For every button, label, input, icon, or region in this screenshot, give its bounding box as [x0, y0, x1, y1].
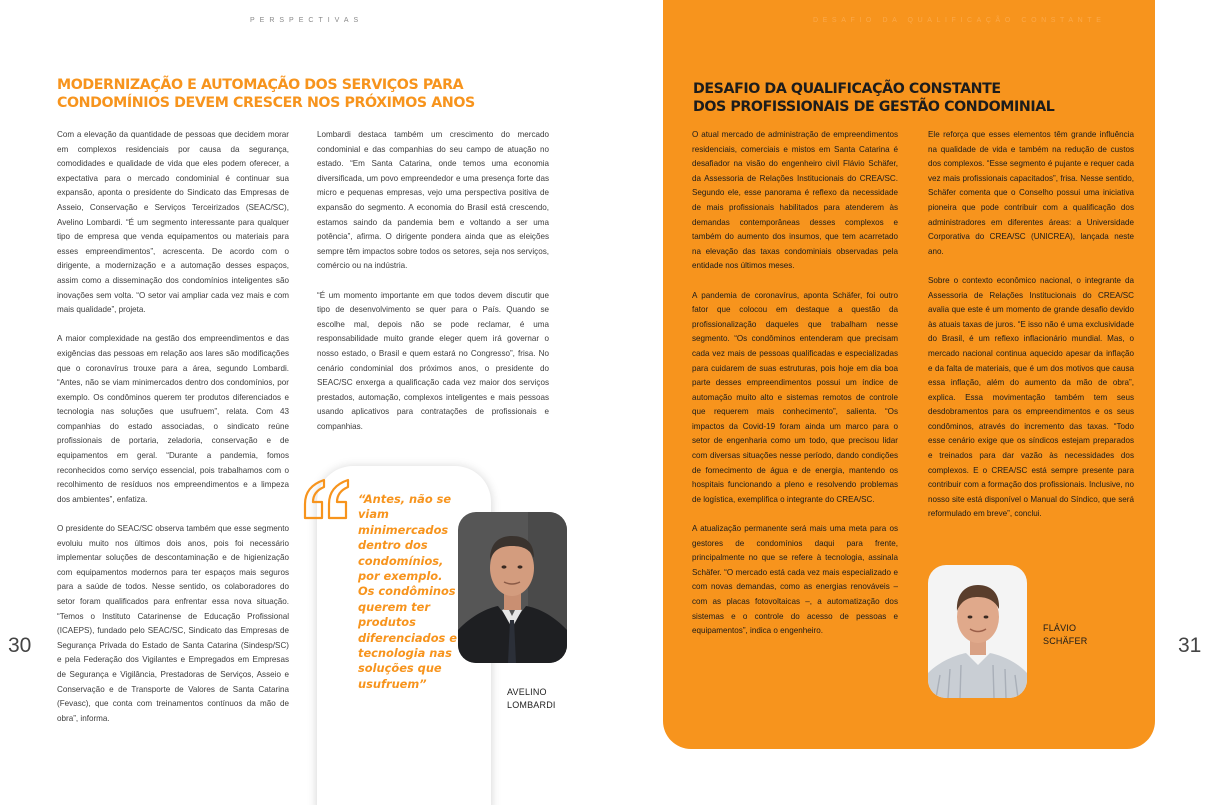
- running-head-left: PERSPECTIVAS: [250, 17, 364, 24]
- photo-caption-lombardi: [507, 686, 556, 712]
- article-title-left: [57, 76, 477, 112]
- paragraph: O atual mercado de administração de empreendimentos residenciais, comerciais e mistos em Santa Catarina é desafiador na visão do engenheiro civil Flávio Schäfer, da Assessoria de Relações Institucionais do CREA/SC. Segundo ele, esse panorama é reflexo da necessidade de mais profissionais habilitados para atenderem às demandas contemporâneas desses complexos e também do aumento dos insumos, que tem acarretado na elevação das taxas condominiais observadas pela entidade nos últimos meses.: [692, 130, 898, 271]
- caption-first-name: FLÁVIO: [1043, 623, 1077, 633]
- paragraph: Ele reforça que esses elementos têm grande influência na qualidade de vida e também na redução de custos dos complexos. “Esse segmento é pujante e requer cada vez mais profissionais capacitados”, frisa. Nesse sentido, Schäfer comenta que o Conselho possui uma iniciativa pioneira que pode contribuir com a qualificação dos administradores em diferentes áreas: a Universidade Corporativa do CREA/SC (UNICREA), lançada neste ano.: [928, 130, 1134, 256]
- pull-quote: “Antes, não se viam minimercados dentro dos condomínios, por exemplo. Os condôminos querem ter produtos diferenciados e tecnologia nas soluções que usufruem”: [358, 492, 457, 691]
- avelino-lombardi-photo: [458, 512, 567, 663]
- paragraph: Lombardi destaca também um crescimento do mercado condominial e das companhias do seu campo de atuação no estado. “Em Santa Catarina, onde temos uma economia diversificada, um povo empreendedor e uma presença forte das micro e pequenas empresas, vejo uma perspectiva positiva de expansão do segmento. A economia do Brasil está crescendo, estamos saindo da pandemia bem e voltando a ser uma potência”, afirma. O dirigente pondera ainda que as eleições sempre têm impactos sobre todos os setores, seja nos serviços, comércio ou na indústria.: [317, 130, 549, 271]
- caption-last-name: SCHÄFER: [1043, 636, 1088, 646]
- right-column-1: [692, 128, 898, 639]
- left-column-1: [57, 128, 289, 726]
- right-column-2: [928, 128, 1134, 522]
- article-title-right: [693, 80, 1133, 116]
- paragraph: “É um momento importante em que todos devem discutir que tipo de desenvolvimento se quer para o País. Quando se escolhe mal, depois não se pode reclamar, é uma responsabilidade muito grande eleger quem irá governar o nosso estado, o Brasil e quem estará no Congresso”, frisa. No cenário condominial dos próximos anos, o presidente do SEAC/SC enxerga a qualificação cada vez maior dos serviços prestados, automação, complexos inteligentes e mais pessoas usando aplicativos para contratações de profissionais e companhias.: [317, 290, 549, 431]
- caption-last-name: LOMBARDI: [507, 700, 556, 710]
- paragraph: Sobre o contexto econômico nacional, o integrante da Assessoria de Relações Institucionais do CREA/SC avalia que este é um momento de grande desafio devido às atuais taxas de juros. “E isso não é uma exclusividade do Brasil, é um reflexo inflacionário mundial. Mas, o mercado nacional continua aquecido apesar da inflação e da falta de materiais, que é um dos motivos que causa essa inflação, além do aumento da mão de obra”, explica. Essa movimentação também tem seus desdobramentos para os empreendimentos e os seus condôminos, através do incremento das taxas. “Todo esse cenário exige que os síndicos estejam preparados e treinados para dar vazão às necessidades dos complexos. E o CREA/SC está sempre presente para contribuir com a formação dos profissionais. Inclusive, no nosso site está disponível o Manual do Síndico, que será reformulado em breve”, conclui.: [928, 275, 1134, 519]
- paragraph: O presidente do SEAC/SC observa também que esse segmento evoluiu muito nos últimos dois anos, pois foi necessário implementar soluções de descontaminação e de higienização com equipamentos modernos para ter espaços mais seguros para a saúde de todos. Nesse sentido, os colaboradores do setor foram qualificados para enfrentar essa nova situação. “Temos o Instituto Catarinense de Educação Profissional (ICAEPS), fundado pelo SEAC/SC, Sindicato das Empresas de Segurança Privada do Estado de Santa Catarina (Sindesp/SC) e pela Federação dos Vigilantes e Empregados em Empresas de Segurança e Vigilância, Prestadoras de Serviços, Asseio e Conservação e de Transporte de Valores de Santa Catarina (Fevasc), que conta com treinamentos contínuos da mão de obra”, informa.: [57, 524, 289, 723]
- caption-first-name: AVELINO: [507, 687, 547, 697]
- running-head-right: DESAFIO DA QUALIFICAÇÃO CONSTANTE: [813, 17, 1106, 24]
- title-line-1: DESAFIO DA QUALIFICAÇÃO CONSTANTE: [693, 81, 1001, 97]
- page-number-right: 31: [1178, 634, 1202, 657]
- title-line-2: CONDOMÍNIOS DEVEM CRESCER NOS PRÓXIMOS ANOS: [57, 95, 475, 111]
- page-number-left: 30: [8, 634, 32, 657]
- flavio-schafer-photo: [928, 565, 1027, 698]
- paragraph: A pandemia de coronavírus, aponta Schäfer, foi outro fator que colocou em destaque a questão da profissionalização daqueles que trabalham nesse segmento. “Os condôminos entenderam que precisam cada vez mais de pessoas qualificadas e especializadas para cuidarem de suas estruturas, pois hoje em dia boa parte desses empreendimentos possui um índice de automação muito alto e sistemas remotos de controle que requerem mais conhecimento”, salienta. “Os impactos da Covid-19 foram ainda um marco para o setor de engenharia como um todo, que precisou lidar com diversas situações nesse período, dando condições de fornecimento de água e de energia, mantendo os hospitais funcionando a pleno e resolvendo problemas de logística, exemplifica o integrante do CREA/SC.: [692, 290, 898, 504]
- quotation-mark-icon: [302, 478, 352, 520]
- paragraph: A atualização permanente será mais uma meta para os gestores de condomínios daqui para frente, principalmente no que se refere à tecnologia, assinala Schäfer. “O mercado está cada vez mais especializado e com novas demandas, como as energias renováveis – com as placas fotovoltaicas –, a automatização dos sistemas e o controle do acesso de pessoas e equipamentos”, indica o engenheiro.: [692, 524, 898, 636]
- left-column-2: [317, 128, 549, 434]
- paragraph: A maior complexidade na gestão dos empreendimentos e das exigências das pessoas em relação aos lares são modificações que o coronavírus trouxe para a área, segundo Lombardi. “Antes, não se viam minimercados dentro dos condomínios, por exemplo. Os condôminos querem ter produtos diferenciados e tecnologia nas soluções que usufruem”, relata. Com 43 companhias do estado associadas, o sindicato reúne profissionais de portaria, zeladoria, conservação e de equipamentos em geral. “Durante a pandemia, fomos reconhecidos como serviço essencial, pois trabalhamos com o recolhimento de resíduos nos empreendimentos e a limpeza dos ambientes”, enfatiza.: [57, 334, 289, 504]
- title-line-2: DOS PROFISSIONAIS DE GESTÃO CONDOMINIAL: [693, 99, 1055, 115]
- title-line-1: MODERNIZAÇÃO E AUTOMAÇÃO DOS SERVIÇOS PARA: [57, 77, 464, 93]
- photo-caption-schafer: [1043, 622, 1087, 648]
- paragraph: Com a elevação da quantidade de pessoas que decidem morar em complexos residenciais por causa da segurança, comodidades e qualidade de vida que eles podem oferecer, a expectativa para o mercado condominial é continuar sua expansão, aponta o presidente do Sindicato das Empresas de Asseio, Conservação e Serviços Terceirizados (SEAC/SC), Avelino Lombardi. “É um segmento interessante para qualquer tipo de empresa que venda equipamentos ou materiais para esses empreendimentos”, acrescenta. De acordo com o dirigente, a modernização e a automação desses espaços, assim como a disseminação dos condomínios inteligentes são inovações sem volta. “O setor vai ampliar cada vez mais e com mais qualidade”, projeta.: [57, 130, 289, 315]
